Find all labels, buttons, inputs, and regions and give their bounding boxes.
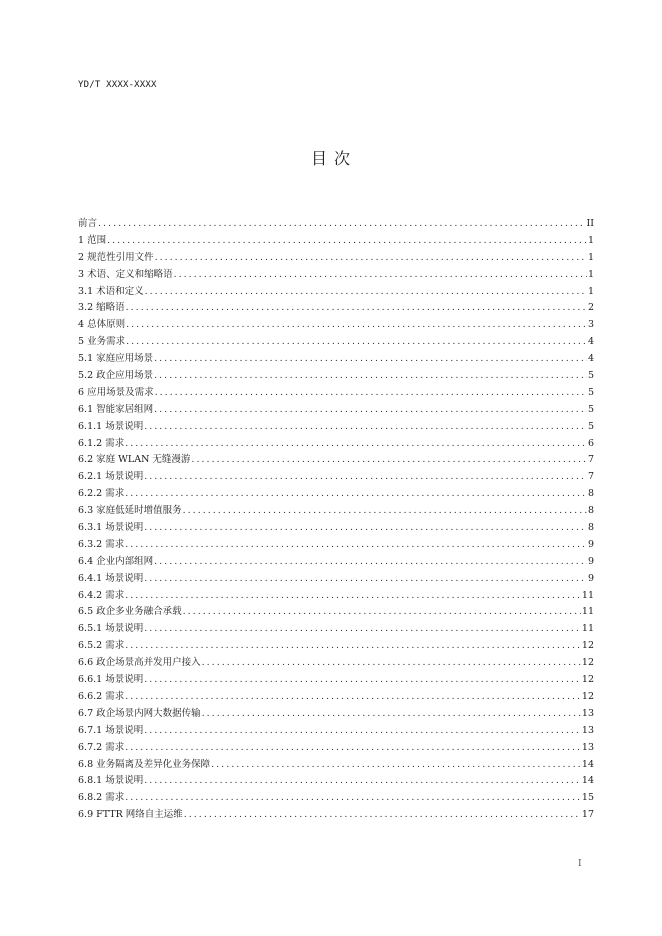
toc-entry-page: 13 — [581, 724, 594, 736]
toc-entry-page: 5 — [587, 386, 594, 398]
toc-entry[interactable] — [78, 554, 594, 571]
toc-entry-label: 6.5 政企多业务融合承载 — [78, 606, 182, 618]
toc-entry[interactable] — [78, 351, 594, 368]
toc-entry-page: 1 — [587, 234, 594, 246]
toc-entry[interactable] — [78, 604, 594, 621]
toc-dot-leader — [144, 723, 581, 740]
toc-dot-leader — [144, 419, 587, 436]
page-number: I — [578, 859, 582, 869]
toc-entry[interactable] — [78, 233, 594, 250]
toc-dot-leader — [202, 655, 581, 672]
toc-entry[interactable] — [78, 621, 594, 638]
toc-entry-label: 2 规范性引用文件 — [78, 251, 154, 263]
toc-entry-page: 12 — [581, 674, 594, 686]
toc-entry-page: 6 — [587, 437, 594, 449]
toc-dot-leader — [183, 503, 587, 520]
toc-entry-page: 12 — [581, 640, 594, 652]
toc-entry[interactable] — [78, 672, 594, 689]
toc-dot-leader — [126, 334, 587, 351]
toc-entry[interactable] — [78, 469, 594, 486]
toc-dot-leader — [154, 402, 587, 419]
toc-entry-page: II — [586, 218, 594, 229]
toc-dot-leader — [125, 638, 581, 655]
toc-entry-label: 6.7 政企场景内网大数据传输 — [78, 707, 201, 719]
toc-entry-label: 6.5.2 需求 — [78, 640, 125, 652]
toc-entry[interactable] — [78, 520, 594, 537]
toc-dot-leader — [202, 706, 581, 723]
toc-entry-label: 5.2 政企应用场景 — [78, 370, 154, 382]
toc-entry-label: 3.2 缩略语 — [78, 302, 125, 314]
toc-entry-page: 12 — [581, 690, 594, 702]
toc-entry-label: 6.4.2 需求 — [78, 589, 125, 601]
toc-entry[interactable] — [78, 317, 594, 334]
toc-entry-label: 前言 — [78, 218, 98, 229]
toc-entry[interactable] — [78, 655, 594, 672]
toc-entry-page: 7 — [587, 471, 594, 483]
toc-entry[interactable] — [78, 452, 594, 469]
toc-entry[interactable] — [78, 216, 594, 233]
toc-dot-leader — [125, 689, 581, 706]
toc-dot-leader — [154, 351, 587, 368]
toc-entry-page: 7 — [587, 454, 594, 466]
toc-dot-leader — [125, 486, 587, 503]
toc-dot-leader — [125, 588, 581, 605]
toc-entry-page: 4 — [587, 353, 594, 365]
toc-dot-leader — [155, 385, 587, 402]
toc-dot-leader — [144, 621, 581, 638]
toc-entry[interactable] — [78, 537, 594, 554]
toc-dot-leader — [144, 469, 587, 486]
toc-entry-page: 2 — [587, 302, 594, 314]
toc-dot-leader — [191, 452, 587, 469]
toc-entry-page: 11 — [581, 623, 594, 635]
toc-entry-label: 6.2.1 场景说明 — [78, 471, 144, 483]
toc-dot-leader — [154, 368, 587, 385]
toc-entry[interactable] — [78, 300, 594, 317]
toc-entry[interactable] — [78, 436, 594, 453]
toc-entry-page: 12 — [581, 657, 594, 669]
toc-entry-page: 5 — [587, 420, 594, 432]
toc-dot-leader — [184, 807, 581, 824]
toc-dot-leader — [183, 604, 581, 621]
toc-entry[interactable] — [78, 723, 594, 740]
toc-dot-leader — [155, 250, 587, 267]
toc-entry-label: 6.6.2 需求 — [78, 690, 125, 702]
toc-dot-leader — [145, 284, 587, 301]
toc-entry-page: 8 — [587, 522, 594, 534]
toc-dot-leader — [126, 317, 587, 334]
toc-dot-leader — [144, 520, 587, 537]
toc-entry-label: 5.1 家庭应用场景 — [78, 353, 154, 365]
toc-entry[interactable] — [78, 706, 594, 723]
toc-dot-leader — [126, 300, 587, 317]
toc-entry-page: 13 — [581, 741, 594, 753]
toc-entry-page: 3 — [587, 319, 594, 331]
toc-entry-label: 6.3.1 场景说明 — [78, 522, 144, 534]
toc-entry[interactable] — [78, 773, 594, 790]
toc-entry-label: 6.1.1 场景说明 — [78, 420, 144, 432]
toc-entry[interactable] — [78, 740, 594, 757]
toc-entry[interactable] — [78, 807, 594, 824]
toc-entry-page: 1 — [587, 285, 594, 297]
toc-dot-leader — [144, 672, 581, 689]
toc-entry-label: 6 应用场景及需求 — [78, 386, 154, 398]
toc-dot-leader — [154, 554, 587, 571]
toc-dot-leader — [107, 233, 587, 250]
toc-entry-page: 14 — [581, 775, 594, 787]
toc-dot-leader — [144, 571, 587, 588]
toc-entry-label: 6.8 业务隔离及差异化业务保障 — [78, 758, 211, 770]
toc-entry-page: 13 — [581, 707, 594, 719]
toc-entry-label: 6.5.1 场景说明 — [78, 623, 144, 635]
toc-entry-label: 6.6 政企场景高并发用户接入 — [78, 657, 201, 669]
toc-entry[interactable] — [78, 689, 594, 706]
toc-entry-page: 15 — [581, 792, 594, 804]
toc-entry[interactable] — [78, 334, 594, 351]
toc-dot-leader — [211, 757, 581, 774]
toc-entry[interactable] — [78, 267, 594, 284]
table-of-contents — [78, 216, 594, 824]
toc-entry-page: 17 — [581, 809, 594, 821]
toc-entry-label: 6.3 家庭低延时增值服务 — [78, 505, 182, 517]
toc-entry[interactable] — [78, 638, 594, 655]
toc-entry-page: 9 — [587, 572, 594, 584]
toc-entry-page: 9 — [587, 555, 594, 567]
toc-entry-label: 6.3.2 需求 — [78, 538, 125, 550]
toc-entry-label: 6.7.2 需求 — [78, 741, 125, 753]
toc-entry[interactable] — [78, 571, 594, 588]
toc-dot-leader — [125, 537, 587, 554]
toc-entry[interactable] — [78, 757, 594, 774]
toc-entry-label: 6.9 FTTR 网络自主运维 — [78, 809, 183, 821]
toc-entry-label: 6.4 企业内部组网 — [78, 555, 154, 567]
toc-entry-label: 3.1 术语和定义 — [78, 285, 144, 297]
toc-dot-leader — [125, 790, 581, 807]
toc-entry-label: 3 术语、定义和缩略语 — [78, 268, 173, 280]
toc-entry-page: 8 — [587, 488, 594, 500]
toc-entry[interactable] — [78, 588, 594, 605]
toc-entry-page: 11 — [581, 606, 594, 618]
toc-entry-label: 6.7.1 场景说明 — [78, 724, 144, 736]
toc-entry-page: 8 — [587, 505, 594, 517]
toc-entry-label: 6.1 智能家居组网 — [78, 403, 154, 415]
toc-entry-label: 4 总体原则 — [78, 319, 126, 331]
toc-entry-label: 1 范围 — [78, 234, 107, 246]
toc-dot-leader — [174, 267, 587, 284]
toc-entry-label: 6.4.1 场景说明 — [78, 572, 144, 584]
toc-entry-page: 14 — [581, 758, 594, 770]
toc-entry-label: 6.1.2 需求 — [78, 437, 125, 449]
toc-entry-page: 5 — [587, 403, 594, 415]
toc-entry[interactable] — [78, 503, 594, 520]
document-code: YD/T XXXX-XXXX — [78, 80, 157, 90]
toc-entry-page: 9 — [587, 538, 594, 550]
toc-entry[interactable] — [78, 790, 594, 807]
toc-entry[interactable] — [78, 368, 594, 385]
toc-entry-page: 1 — [587, 268, 594, 280]
toc-entry-label: 6.6.1 场景说明 — [78, 674, 144, 686]
toc-entry[interactable] — [78, 402, 594, 419]
toc-dot-leader — [98, 216, 585, 233]
toc-entry[interactable] — [78, 419, 594, 436]
toc-entry-label: 5 业务需求 — [78, 336, 126, 348]
toc-entry-label: 6.8.2 需求 — [78, 792, 125, 804]
page-title: 目 次 — [310, 149, 352, 168]
toc-entry-page: 4 — [587, 336, 594, 348]
toc-entry[interactable] — [78, 385, 594, 402]
toc-dot-leader — [125, 436, 587, 453]
toc-entry-label: 6.8.1 场景说明 — [78, 775, 144, 787]
toc-entry-page: 1 — [587, 251, 594, 263]
toc-entry[interactable] — [78, 284, 594, 301]
toc-entry-label: 6.2.2 需求 — [78, 488, 125, 500]
toc-entry[interactable] — [78, 486, 594, 503]
toc-dot-leader — [125, 740, 581, 757]
toc-entry-page: 5 — [587, 370, 594, 382]
toc-entry[interactable] — [78, 250, 594, 267]
toc-dot-leader — [144, 773, 581, 790]
toc-entry-label: 6.2 家庭 WLAN 无缝漫游 — [78, 454, 191, 466]
toc-entry-page: 11 — [581, 589, 594, 601]
